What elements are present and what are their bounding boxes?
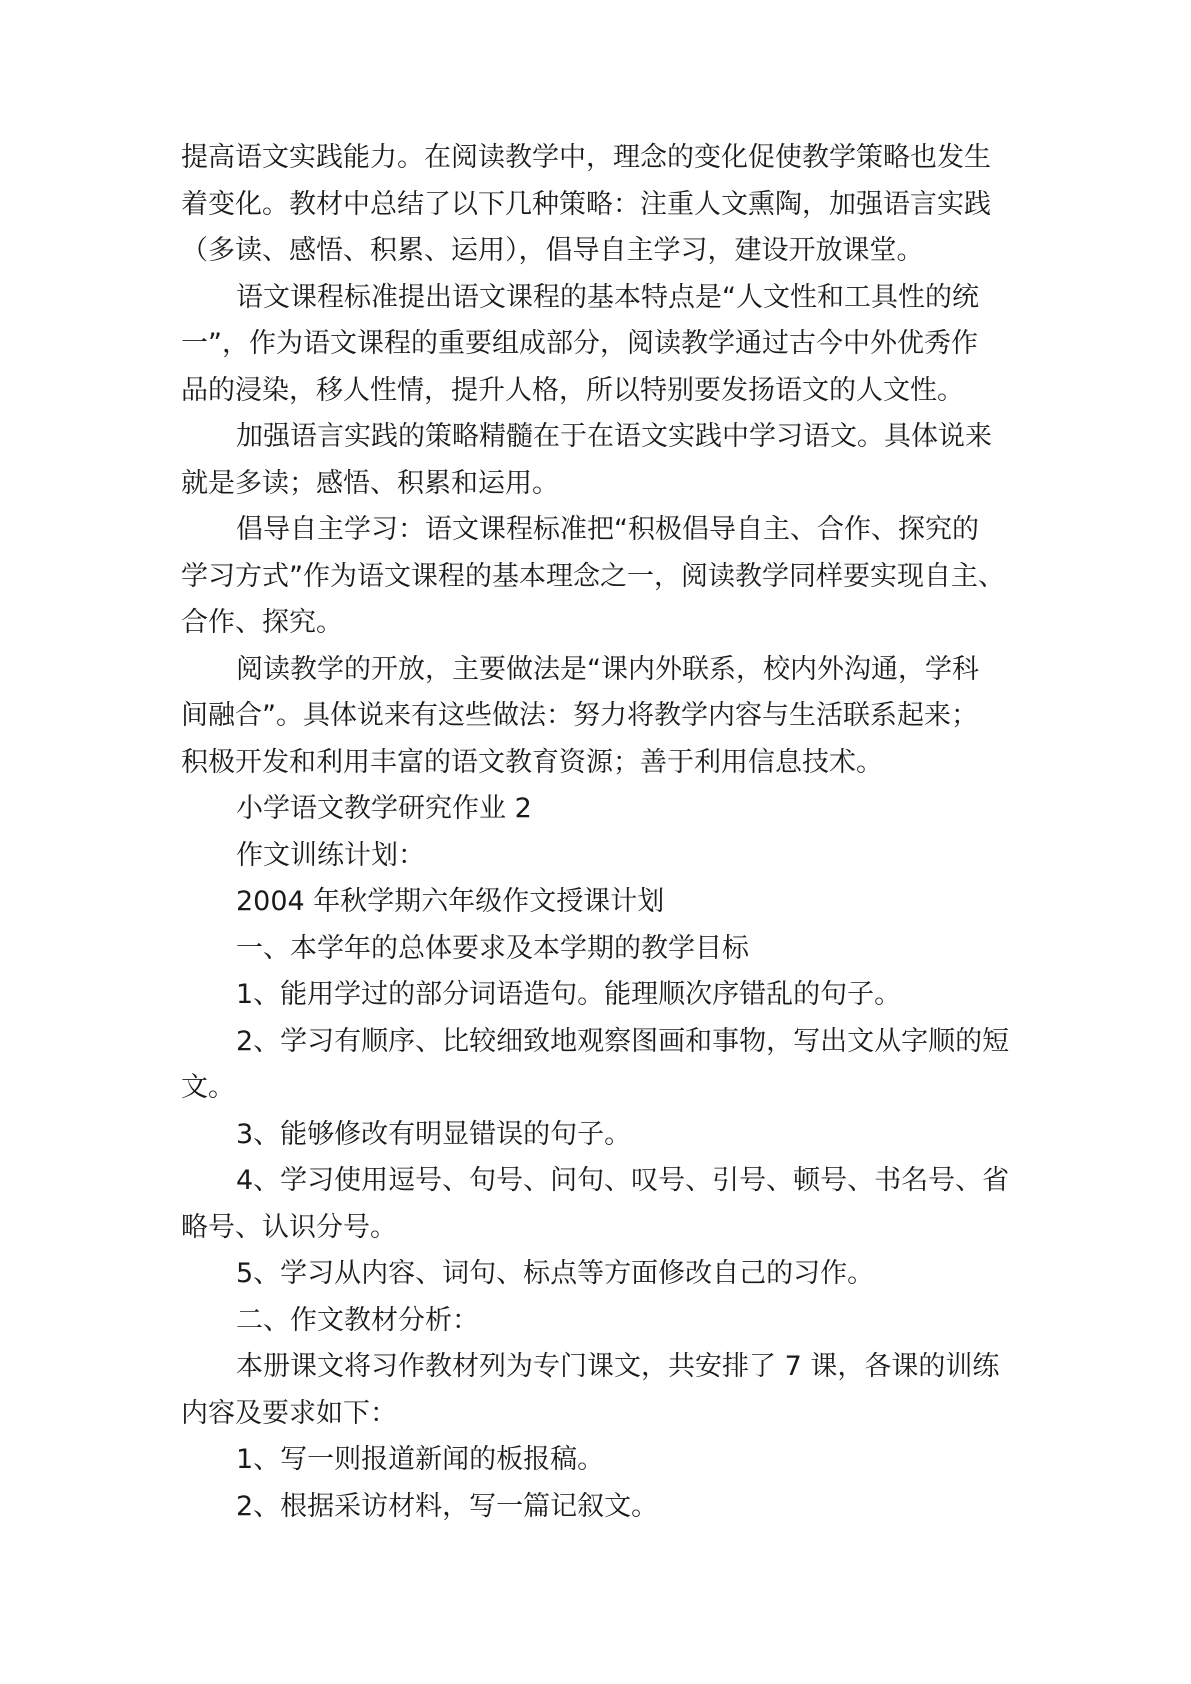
text-line: 略号、认识分号。 xyxy=(181,1211,397,1243)
text-line: 提高语文实践能力。在阅读教学中，理念的变化促使教学策略也发生 xyxy=(181,142,991,173)
text-line: 合作、探究。 xyxy=(181,607,343,638)
text-line: 二、作文教材分析： xyxy=(236,1304,479,1336)
text-line: 小学语文教学研究作业 2 xyxy=(236,793,532,824)
text-line: 阅读教学的开放，主要做法是“课内外联系，校内外沟通，学科 xyxy=(236,653,979,685)
text-line: 学习方式”作为语文课程的基本理念之一，阅读教学同样要实现自主、 xyxy=(181,560,1005,592)
text-line: 内容及要求如下： xyxy=(181,1397,397,1429)
text-line: 就是多读；感悟、积累和运用。 xyxy=(181,467,559,499)
text-line: 2、学习有顺序、比较细致地观察图画和事物，写出文从字顺的短 xyxy=(236,1025,1010,1057)
text-line: 5、学习从内容、词句、标点等方面修改自己的习作。 xyxy=(236,1258,875,1289)
text-line: 作文训练计划： xyxy=(236,839,425,871)
text-line: 4、学习使用逗号、句号、问句、叹号、引号、顿号、书名号、省 xyxy=(236,1165,1010,1196)
text-line: 2、根据采访材料，写一篇记叙文。 xyxy=(236,1490,659,1522)
text-line: 语文课程标准提出语文课程的基本特点是“人文性和工具性的统 xyxy=(236,281,979,313)
text-line: 积极开发和利用丰富的语文教育资源；善于利用信息技术。 xyxy=(181,746,883,778)
text-line: 一、本学年的总体要求及本学期的教学目标 xyxy=(236,932,749,964)
document-body xyxy=(181,135,1026,1530)
text-line: 3、能够修改有明显错误的句子。 xyxy=(236,1118,632,1150)
text-line: 倡导自主学习：语文课程标准把“积极倡导自主、合作、探究的 xyxy=(236,514,979,545)
text-line: （多读、感悟、积累、运用），倡导自主学习，建设开放课堂。 xyxy=(181,235,924,266)
text-line: 本册课文将习作教材列为专门课文，共安排了 7 课，各课的训练 xyxy=(236,1351,1000,1382)
text-line: 加强语言实践的策略精髓在于在语文实践中学习语文。具体说来 xyxy=(236,421,992,452)
text-line: 2004 年秋学期六年级作文授课计划 xyxy=(236,886,665,917)
text-line: 品的浸染，移人性情，提升人格，所以特别要发扬语文的人文性。 xyxy=(181,374,964,406)
text-line: 一”，作为语文课程的重要组成部分，阅读教学通过古今中外优秀作 xyxy=(181,328,978,359)
text-line: 1、能用学过的部分词语造句。能理顺次序错乱的句子。 xyxy=(236,979,902,1010)
text-line: 1、写一则报道新闻的板报稿。 xyxy=(236,1444,605,1475)
text-line: 文。 xyxy=(181,1072,235,1103)
text-line: 间融合”。具体说来有这些做法：努力将教学内容与生活联系起来； xyxy=(181,700,978,731)
text-line: 着变化。教材中总结了以下几种策略：注重人文熏陶，加强语言实践 xyxy=(181,188,991,220)
